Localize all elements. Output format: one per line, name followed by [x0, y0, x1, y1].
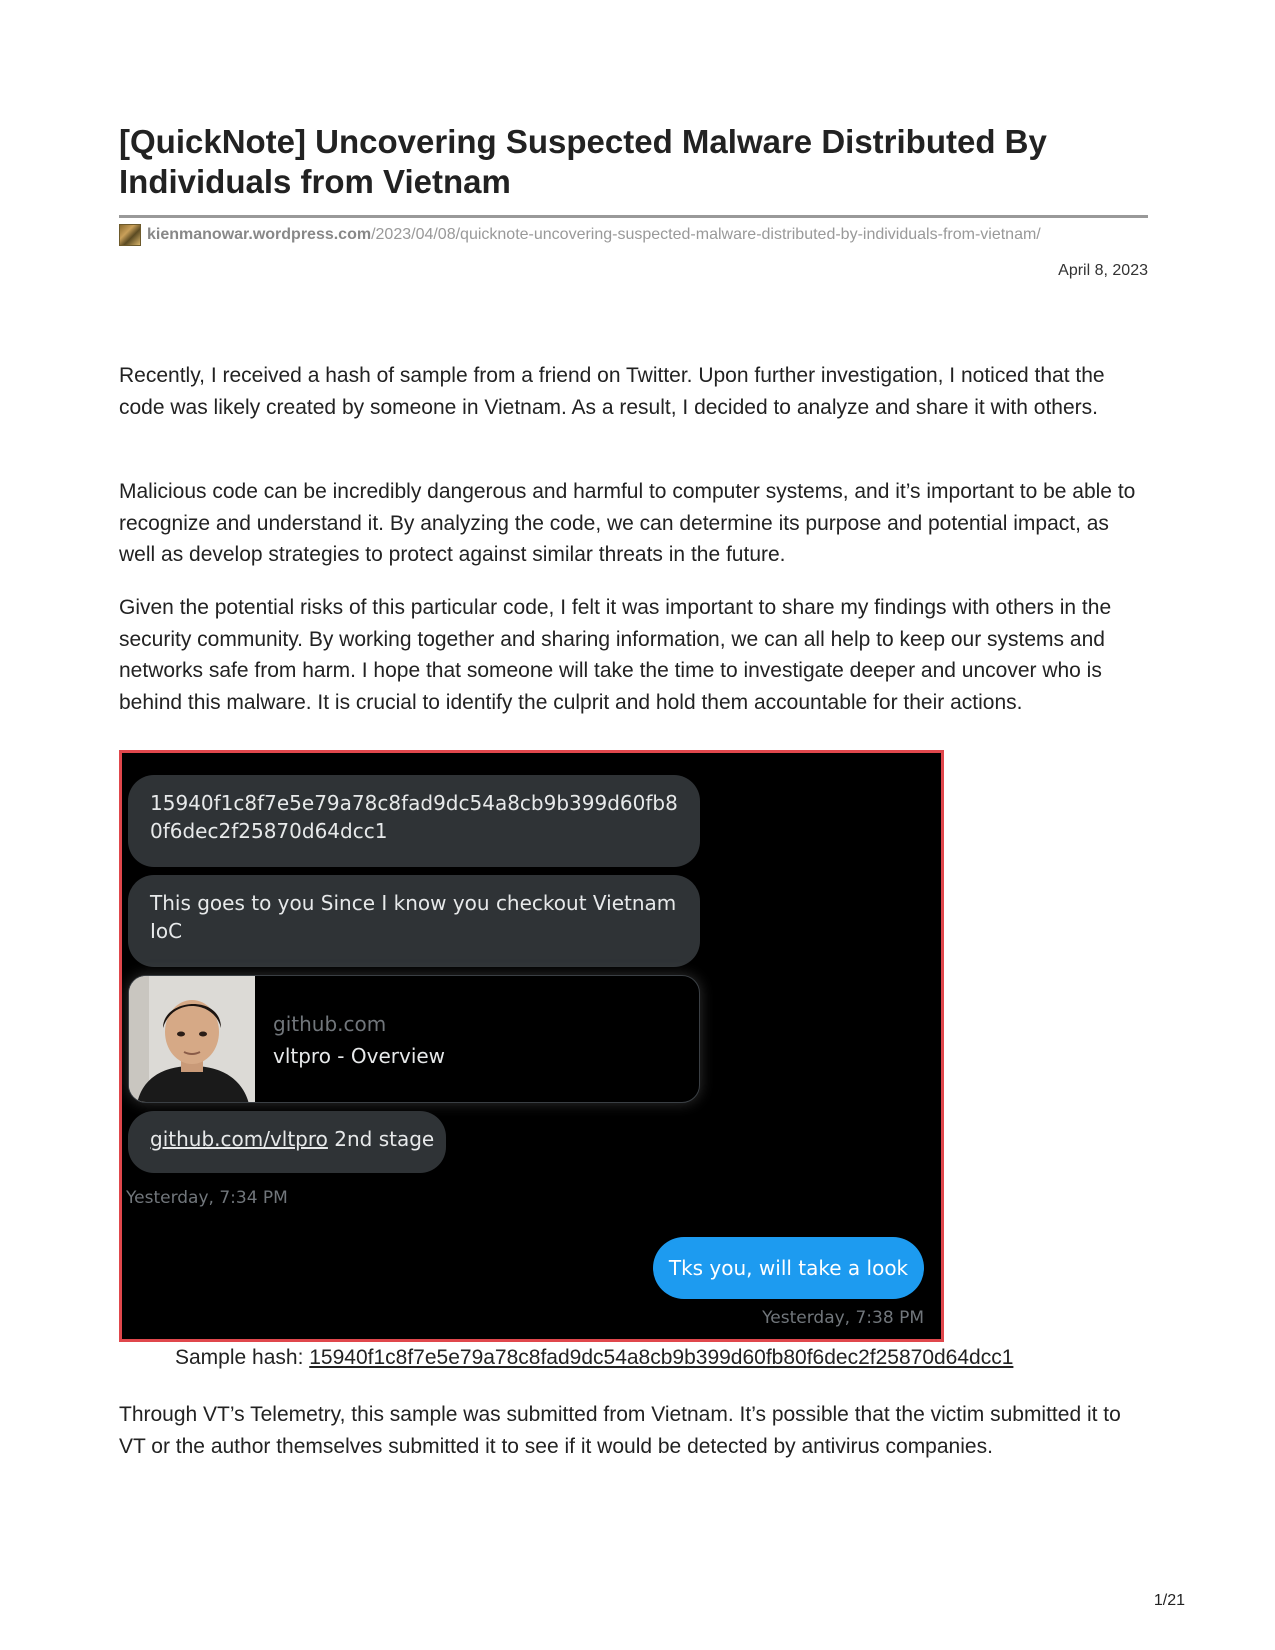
- message-text-bubble: This goes to you Since I know you checkout Vietnam IoC: [128, 875, 700, 967]
- publish-date: April 8, 2023: [1058, 262, 1148, 279]
- message-hash-line-2: 0f6dec2f25870d64dcc1: [150, 819, 388, 843]
- link-preview-domain: github.com: [273, 1012, 387, 1036]
- link-preview-card: [128, 975, 700, 1103]
- paragraph-intro: Recently, I received a hash of sample from a friend on Twitter. Upon further investigation, I noticed that the code was likely created by someone in Vietnam. As a result, I decided to analyze and share it with others.: [119, 364, 1105, 419]
- message-link-suffix: 2nd stage: [327, 1127, 435, 1151]
- timestamp-received: Yesterday, 7:34 PM: [126, 1188, 288, 1208]
- paragraph-telemetry: Through VT’s Telemetry, this sample was submitted from Vietnam. It’s possible that the victim submitted it to VT or the author themselves submitted it to see if it would be detected by antivirus companies.: [119, 1403, 1121, 1458]
- message-hash-bubble: [128, 775, 700, 867]
- message-hash-line-1: 15940f1c8f7e5e79a78c8fad9dc54a8cb9b399d60fb8: [150, 791, 678, 815]
- article-title: [QuickNote] Uncovering Suspected Malware Distributed By Individuals from Vietnam: [119, 123, 1047, 200]
- paragraph-sharing: Given the potential risks of this particular code, I felt it was important to share my findings with others in the security community. By working together and sharing information, we can all help to keep our systems and networks safe from harm. I hope that someone will take the time to investigate deeper and uncover who is behind this malware. It is crucial to identify the culprit and hold them accountable for their actions.: [119, 596, 1112, 714]
- figure-caption: [175, 1346, 1013, 1370]
- twitter-dm-screenshot: [119, 750, 944, 1342]
- message-link-bubble: [128, 1111, 446, 1173]
- profile-avatar-icon: [129, 976, 255, 1103]
- github-link[interactable]: github.com/vltpro: [150, 1127, 328, 1151]
- sample-hash-link[interactable]: 15940f1c8f7e5e79a78c8fad9dc54a8cb9b399d60fb80f6dec2f25870d64dcc1: [309, 1346, 1014, 1369]
- title-divider: [119, 215, 1148, 218]
- link-preview-title: vltpro - Overview: [273, 1044, 446, 1068]
- reply-bubble: Tks you, will take a look: [653, 1237, 924, 1299]
- caption-label: Sample hash:: [175, 1346, 310, 1369]
- site-favicon-icon: [119, 224, 141, 246]
- source-path: /2023/04/08/quicknote-uncovering-suspected-malware-distributed-by-individuals-from-vietnam/: [371, 226, 1041, 243]
- source-url[interactable]: [119, 224, 1041, 246]
- source-domain: kienmanowar.wordpress.com: [147, 226, 372, 243]
- timestamp-sent: Yesterday, 7:38 PM: [762, 1308, 924, 1328]
- page-number: 1/21: [1153, 1592, 1185, 1609]
- paragraph-danger: Malicious code can be incredibly dangerous and harmful to computer systems, and it’s important to be able to recognize and understand it. By analyzing the code, we can determine its purpose and potential impact, as well as develop strategies to protect against similar threats in the future.: [119, 480, 1136, 566]
